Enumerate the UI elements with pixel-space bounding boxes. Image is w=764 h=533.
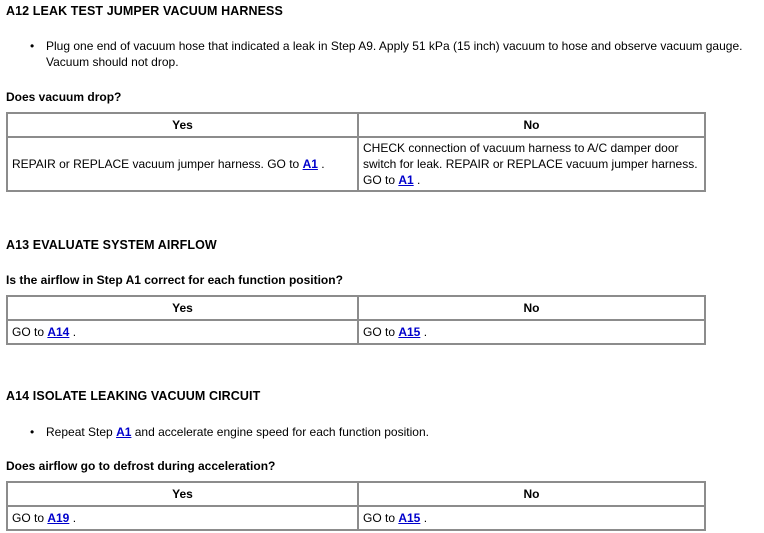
- heading-a14: A14 ISOLATE LEAKING VACUUM CIRCUIT: [6, 389, 261, 403]
- no-header: No: [358, 482, 705, 506]
- link-a19[interactable]: A19: [47, 511, 70, 525]
- no-cell: [358, 320, 705, 344]
- yes-suffix: .: [69, 325, 77, 339]
- table-row: [7, 320, 705, 344]
- no-cell: [358, 137, 705, 191]
- question-a14: Does airflow go to defrost during acceleration?: [6, 459, 276, 473]
- table-row: [7, 137, 705, 191]
- table-row: [7, 506, 705, 530]
- no-text: GO to: [363, 325, 399, 339]
- table-header-row: [7, 482, 705, 506]
- yes-suffix: .: [317, 157, 325, 171]
- bullet-item-a12: [30, 38, 764, 70]
- question-a12: Does vacuum drop?: [6, 90, 122, 104]
- link-a1[interactable]: A1: [398, 173, 414, 187]
- link-a15[interactable]: A15: [398, 325, 421, 339]
- bullet-item-a14: [30, 424, 764, 440]
- no-text: CHECK connection of vacuum harness to A/C damper door switch for leak. REPAIR or REPLACE vacuum jumper harness. GO to: [363, 141, 698, 187]
- yes-cell: [7, 137, 358, 191]
- bullet-dot: •: [30, 39, 35, 53]
- decision-table-a12: [6, 112, 706, 192]
- bullet-post: and accelerate engine speed for each function position.: [131, 425, 429, 439]
- no-cell: [358, 506, 705, 530]
- yes-text: GO to: [12, 511, 48, 525]
- bullet-pre: Repeat Step: [46, 425, 117, 439]
- decision-table-a13: [6, 295, 706, 345]
- no-text: GO to: [363, 511, 399, 525]
- bullet-dot: •: [30, 425, 35, 439]
- link-a14[interactable]: A14: [47, 325, 70, 339]
- heading-a13: A13 EVALUATE SYSTEM AIRFLOW: [6, 238, 217, 252]
- yes-header: Yes: [7, 482, 358, 506]
- bullet-text: [46, 424, 764, 440]
- yes-cell: [7, 320, 358, 344]
- heading-a12: A12 LEAK TEST JUMPER VACUUM HARNESS: [6, 4, 283, 18]
- no-suffix: .: [413, 173, 421, 187]
- yes-header: Yes: [7, 113, 358, 137]
- no-header: No: [358, 296, 705, 320]
- yes-text: GO to: [12, 325, 48, 339]
- question-a13: Is the airflow in Step A1 correct for each function position?: [6, 273, 343, 287]
- link-a1[interactable]: A1: [116, 425, 132, 439]
- yes-text: REPAIR or REPLACE vacuum jumper harness. GO to: [12, 157, 303, 171]
- decision-table-a14: [6, 481, 706, 531]
- link-a1[interactable]: A1: [302, 157, 318, 171]
- bullet-text: Plug one end of vacuum hose that indicated a leak in Step A9. Apply 51 kPa (15 inch) vacuum to hose and observe vacuum gauge. Vacuum should not drop.: [46, 39, 743, 69]
- table-header-row: [7, 296, 705, 320]
- link-a15[interactable]: A15: [398, 511, 421, 525]
- yes-suffix: .: [69, 511, 77, 525]
- no-header: No: [358, 113, 705, 137]
- no-suffix: .: [420, 511, 428, 525]
- no-suffix: .: [420, 325, 428, 339]
- yes-header: Yes: [7, 296, 358, 320]
- table-header-row: [7, 113, 705, 137]
- yes-cell: [7, 506, 358, 530]
